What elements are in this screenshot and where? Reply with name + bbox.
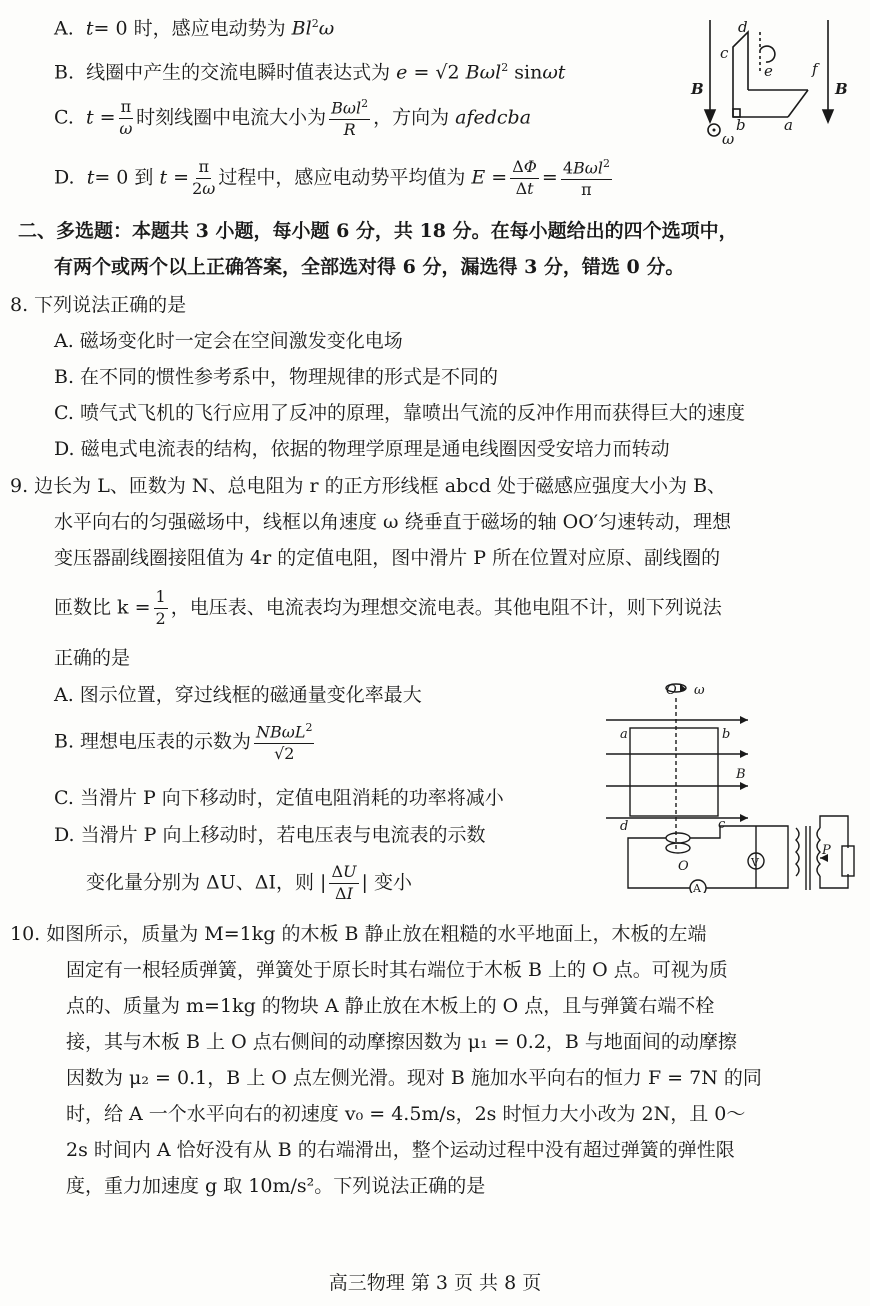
- fig1-label-a: a: [784, 116, 793, 134]
- fig2-label-a: a: [620, 727, 628, 742]
- q9-option-c: C. 当滑片 P 向下移动时，定值电阻消耗的功率将减小: [54, 787, 504, 809]
- q8-option-b: B. 在不同的惯性参考系中，物理规律的形式是不同的: [54, 366, 499, 388]
- q8-stem: 8. 下列说法正确的是: [10, 294, 187, 316]
- q9-stem-4: 匝数比 k = $\frac{1}{2}$ ，电压表、电流表均为理想交流电表。其他电阻不计，则下列说法: [54, 587, 722, 628]
- fig1-label-f: f: [812, 60, 818, 78]
- fig2-label-o-bottom: O: [678, 859, 689, 874]
- q9-option-b: B. 理想电压表的示数为 $\frac{NB\omega L^2}{√2}$: [54, 721, 313, 764]
- q9-stem-1: 9. 边长为 L、匝数为 N、总电阻为 r 的正方形线框 abcd 处于磁感应强度大小为 B、: [10, 475, 727, 497]
- fig2-label-field: B: [736, 767, 746, 782]
- q9-stem-2: 水平向右的匀强磁场中，线框以角速度 ω 绕垂直于磁场的轴 OO′匀速转动，理想: [54, 511, 732, 533]
- q7-option-b: B. 线圈中产生的交流电瞬时值表达式为 e = √2 Bωl$^2$ sinωt: [54, 61, 566, 84]
- fig1-label-b-left: B: [691, 80, 704, 98]
- q10-stem-7: 2s 时间内 A 恰好没有从 B 的右端滑出，整个运动过程中没有超过弹簧的弹性限: [66, 1139, 735, 1161]
- q10-stem-8: 度，重力加速度 g 取 10m/s²。下列说法正确的是: [66, 1175, 486, 1197]
- section2-heading-2: 有两个或两个以上正确答案，全部选对得 6 分，漏选得 3 分，错选 0 分。: [54, 256, 685, 278]
- fig2-label-c: c: [718, 817, 726, 832]
- fig1-label-c: c: [720, 44, 729, 62]
- q7-option-d: D. t= 0 到 t = $\frac{\pi}{2\omega}$ 过程中，感应电动势平均值为 E = $\frac{\Delta\Phi}{\Delta t}$ = $\frac{4B\omega l^2}{\pi}$: [54, 157, 610, 200]
- fig1-label-b-right: B: [835, 80, 848, 98]
- generator-circuit-figure: [598, 678, 860, 893]
- fig1-label-omega: ω: [722, 130, 735, 148]
- q7-option-c: C. t = $\frac{\pi}{\omega}$ 时刻线圈中电流大小为 $\frac{B\omega l^2}{R}$ ，方向为 afedcba: [54, 97, 532, 140]
- voltmeter-label: V: [751, 856, 759, 869]
- q10-stem-4: 接，其与木板 B 上 O 点右侧间的动摩擦因数为 μ₁ = 0.2，B 与地面间的动摩擦: [66, 1031, 737, 1053]
- page-footer: 高三物理 第 3 页 共 8 页: [328, 1272, 542, 1294]
- fig1-label-b: b: [736, 116, 746, 134]
- q10-stem-3: 点的、质量为 m=1kg 的物块 A 静止放在木板上的 O 点，且与弹簧右端不栓: [66, 995, 715, 1017]
- q9-option-d-1: D. 当滑片 P 向上移动时，若电压表与电流表的示数: [54, 824, 486, 846]
- section2-heading: 二、多选题：本题共 3 小题，每小题 6 分，共 18 分。在每小题给出的四个选项中，: [18, 220, 738, 242]
- fig2-label-p: P: [822, 843, 831, 858]
- q10-stem-2: 固定有一根轻质弹簧，弹簧处于原长时其右端位于木板 B 上的 O 点。可视为质: [66, 959, 728, 981]
- fig2-label-o-top: O: [666, 683, 677, 698]
- q9-stem-3: 变压器副线圈接阻值为 4r 的定值电阻，图中滑片 P 所在位置对应原、副线圈的: [54, 547, 721, 569]
- q9-stem-5: 正确的是: [54, 647, 131, 669]
- q8-option-a: A. 磁场变化时一定会在空间激发变化电场: [54, 330, 403, 352]
- fig2-label-b: b: [722, 727, 731, 742]
- q10-stem-5: 因数为 μ₂ = 0.1，B 上 O 点左侧光滑。现对 B 施加水平向右的恒力 F = 7N 的同: [66, 1067, 762, 1089]
- q10-stem-6: 时，给 A 一个水平向右的初速度 v₀ = 4.5m/s，2s 时恒力大小改为 2N，且 0～: [66, 1103, 746, 1125]
- fig2-label-d: d: [620, 819, 629, 834]
- q9-option-a: A. 图示位置，穿过线框的磁通量变化率最大: [54, 684, 422, 706]
- q7-option-a: A. t= 0 时，感应电动势为 Bl$^2$ω: [54, 17, 335, 40]
- q10-stem-1: 10. 如图所示，质量为 M=1kg 的木板 B 静止放在粗糙的水平地面上，木板的左端: [10, 923, 707, 945]
- ammeter-label: A: [693, 882, 701, 893]
- fig2-label-omega: ω: [694, 683, 705, 698]
- fig1-label-d: d: [738, 18, 748, 36]
- q9-option-d-2: 变化量分别为 ΔU、ΔI，则 | $\frac{\Delta U}{\Delta I}$ | 变小: [86, 862, 412, 903]
- coil-figure: [688, 12, 863, 152]
- q8-option-d: D. 磁电式电流表的结构，依据的物理学原理是通电线圈因受安培力而转动: [54, 438, 670, 460]
- fig1-label-e: e: [764, 62, 773, 80]
- q8-option-c: C. 喷气式飞机的飞行应用了反冲的原理，靠喷出气流的反冲作用而获得巨大的速度: [54, 402, 745, 424]
